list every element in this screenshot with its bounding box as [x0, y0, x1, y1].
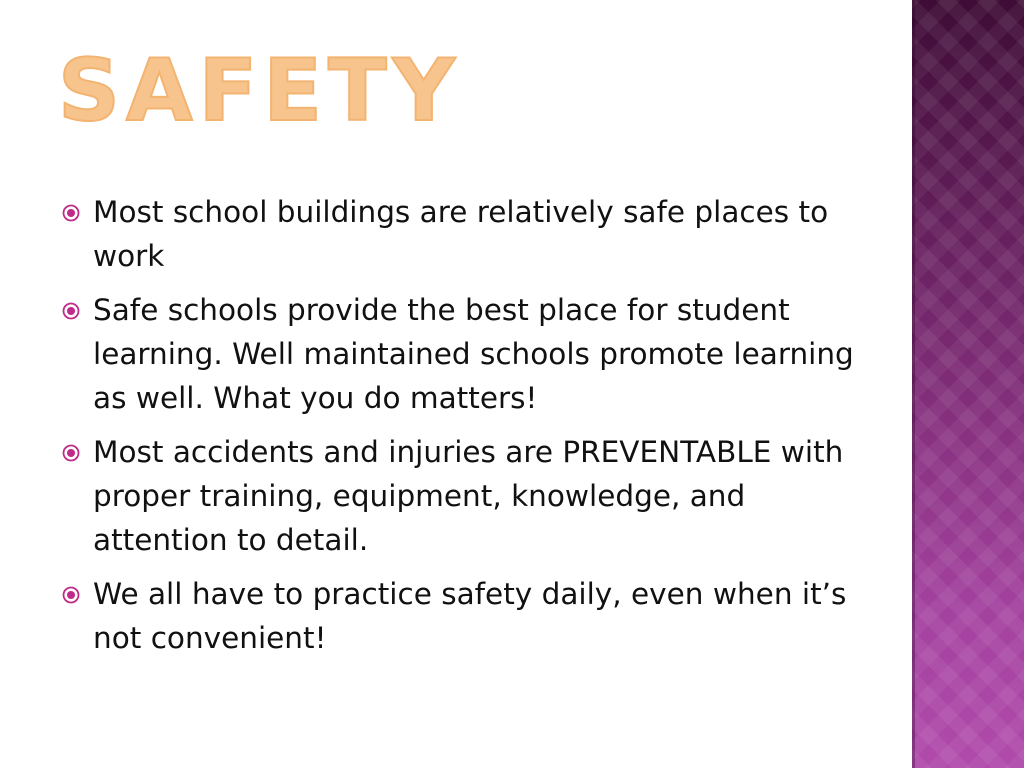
- circle-dot-bullet-icon: [62, 586, 80, 604]
- slide-title: [58, 41, 461, 141]
- bullet-text: Safe schools provide the best place for student learning. Well maintained schools promote learning as well. What you do matters!: [93, 293, 854, 415]
- decorative-side-band: [912, 0, 1024, 768]
- circle-dot-bullet-icon: [62, 444, 80, 462]
- bullet-text: We all have to practice safety daily, even when it’s not convenient!: [93, 577, 847, 655]
- bullet-item: [62, 572, 862, 660]
- bullet-text: Most accidents and injuries are PREVENTABLE with proper training, equipment, knowledge, and attention to detail.: [93, 435, 844, 557]
- bullet-item: [62, 430, 862, 562]
- bullet-text: Most school buildings are relatively safe places to work: [93, 195, 829, 273]
- bullet-item: [62, 190, 862, 278]
- slide-title-text: SAFETY: [58, 41, 461, 141]
- circle-dot-bullet-icon: [62, 302, 80, 320]
- side-band-pattern: [912, 0, 1024, 768]
- side-band-edge: [912, 0, 915, 768]
- bullet-item: [62, 288, 862, 420]
- bullet-list: [62, 190, 862, 670]
- circle-dot-bullet-icon: [62, 204, 80, 222]
